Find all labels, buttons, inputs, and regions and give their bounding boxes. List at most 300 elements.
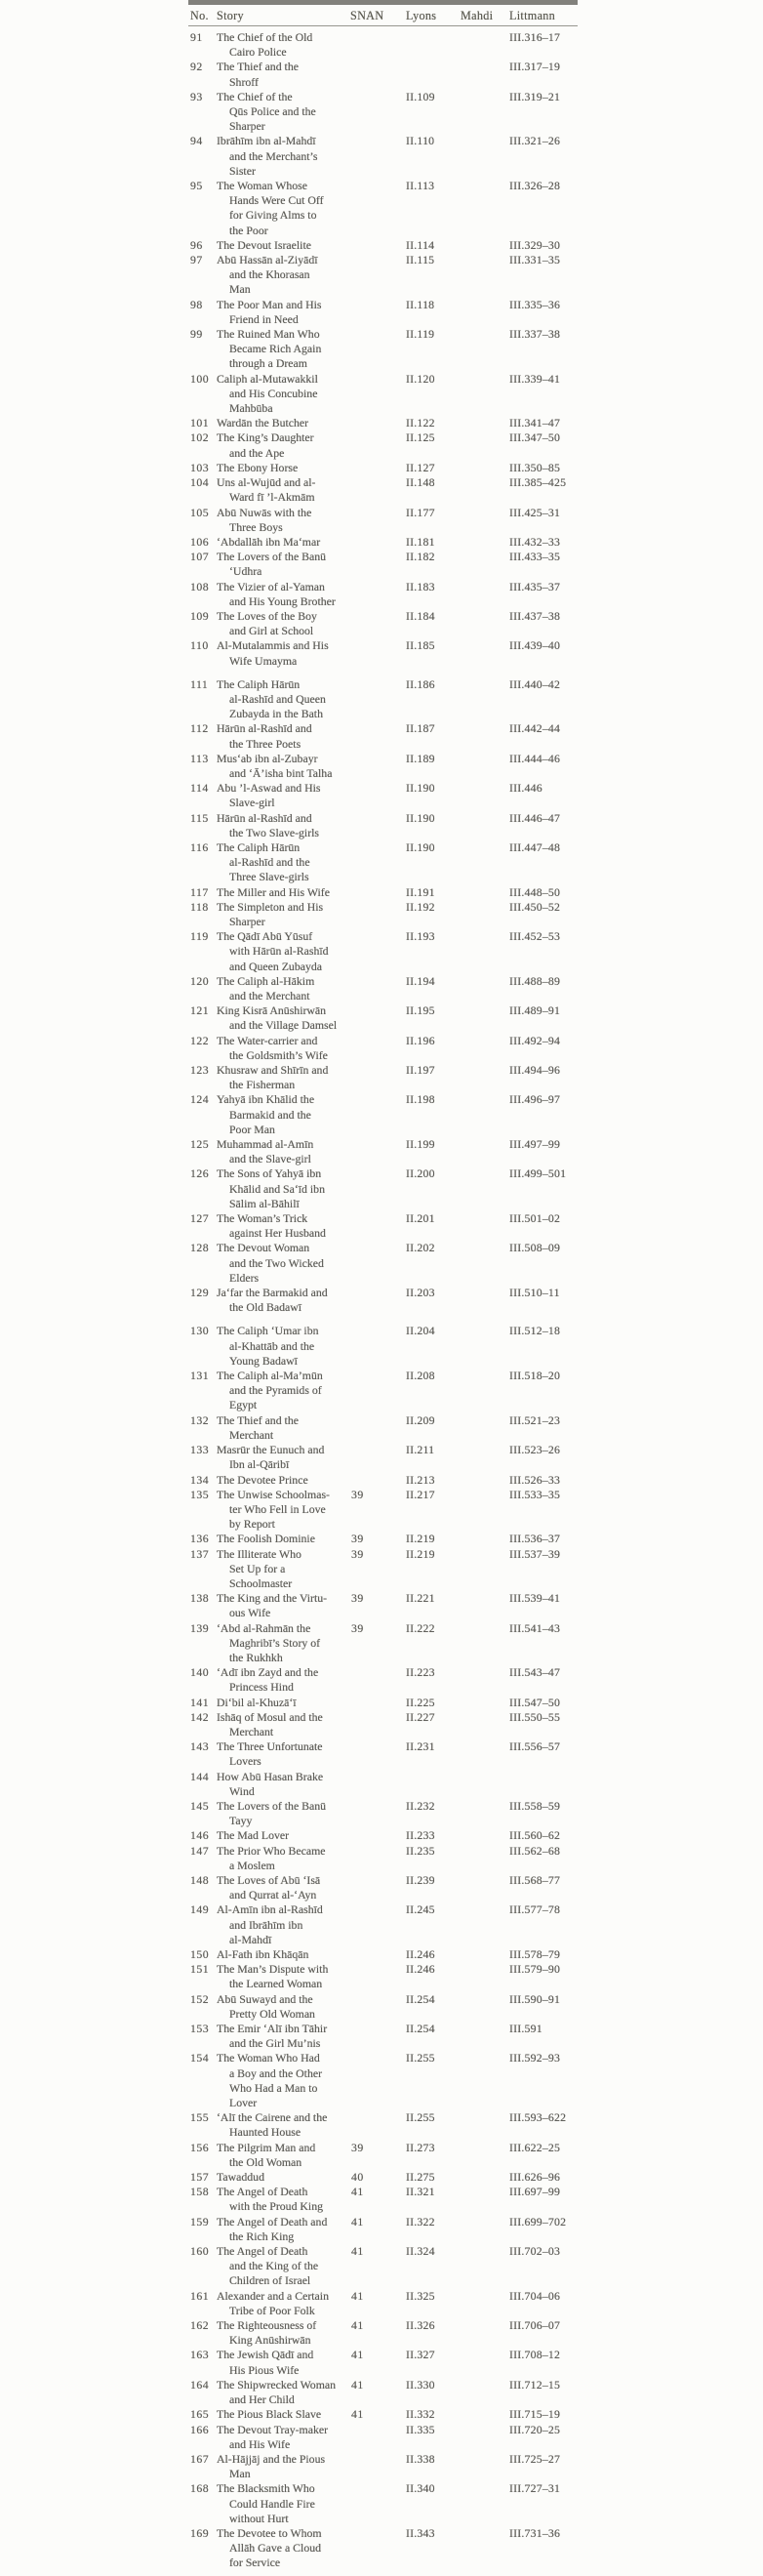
cell-story-number: 94 — [190, 134, 203, 148]
cell-lyons-ref — [406, 60, 461, 89]
table-row — [188, 609, 578, 638]
cell-story-title: ‘Adī ibn Zayd and the Princess Hind — [217, 1665, 319, 1695]
cell-story-title: Al-Mutalammis and His Wife Umayma — [217, 638, 329, 668]
cell-snan-ref — [350, 535, 406, 550]
cell-mahdi-ref — [461, 1003, 509, 1033]
cell-story-number: 97 — [190, 253, 203, 267]
table-row — [188, 2378, 578, 2407]
cell-story-number: 168 — [190, 2481, 210, 2496]
cell-story-title: Al-Fath ibn Khāqān — [217, 1947, 309, 1961]
cell-lyons-ref: II.181 — [406, 534, 435, 549]
cell-snan-ref: 39 — [351, 1487, 364, 1501]
cell-littmann-ref: III.523–26 — [509, 1443, 561, 1457]
cell-littmann-ref: III.541–43 — [509, 1620, 561, 1635]
cell-snan-ref — [350, 781, 406, 810]
cell-littmann-ref: III.494–96 — [509, 1063, 561, 1078]
cell-littmann-ref: III.444–46 — [509, 751, 561, 765]
cell-story-number: 119 — [190, 929, 209, 944]
cell-story-number: 127 — [190, 1211, 210, 1226]
table-row — [188, 179, 578, 238]
cell-littmann-ref: III.731–36 — [509, 2525, 561, 2540]
cell-littmann-ref: III.591 — [509, 2022, 542, 2036]
cell-story-number: 100 — [190, 371, 210, 386]
cell-littmann-ref: III.708–12 — [509, 2348, 561, 2362]
cell-lyons-ref — [406, 1770, 461, 1799]
cell-story-title: King Kisrā Anūshirwān and the Village Damsel — [217, 1003, 338, 1033]
table-row — [188, 974, 578, 1003]
table-row — [188, 1003, 578, 1033]
cell-snan-ref — [350, 1211, 406, 1241]
cell-story-number: 115 — [190, 810, 209, 825]
cell-mahdi-ref — [461, 1962, 509, 1991]
cell-story-number: 91 — [190, 30, 203, 44]
cell-mahdi-ref — [461, 1992, 509, 2022]
cell-lyons-ref: II.118 — [406, 297, 435, 311]
cell-mahdi-ref — [461, 2348, 509, 2377]
cell-story-number: 156 — [190, 2140, 210, 2154]
cell-lyons-ref — [406, 30, 461, 60]
cell-lyons-ref: II.195 — [406, 1003, 435, 1018]
cell-snan-ref — [350, 2423, 406, 2452]
table-row — [188, 1211, 578, 1241]
cell-story-title: The Loves of Abū ‘Isā and Qurrat al-‘Ayn — [217, 1872, 321, 1902]
cell-mahdi-ref — [461, 2141, 509, 2170]
cell-lyons-ref: II.219 — [406, 1532, 435, 1546]
table-row — [188, 134, 578, 179]
cell-snan-ref — [350, 811, 406, 840]
table-row — [188, 1873, 578, 1902]
cell-mahdi-ref — [461, 298, 509, 327]
cell-snan-ref — [350, 1739, 406, 1769]
table-row — [188, 2423, 578, 2452]
cell-lyons-ref: II.197 — [406, 1063, 435, 1078]
table-row — [188, 475, 578, 505]
cell-snan-ref — [350, 327, 406, 372]
cell-snan-ref — [350, 1286, 406, 1315]
cell-lyons-ref: II.192 — [406, 899, 435, 914]
cell-mahdi-ref — [461, 2407, 509, 2422]
cell-mahdi-ref — [461, 2452, 509, 2481]
cell-snan-ref — [350, 1166, 406, 1211]
cell-story-title: Muhammad al-Amīn and the Slave-girl — [217, 1137, 314, 1166]
cell-littmann-ref: III.521–23 — [509, 1412, 561, 1427]
cell-mahdi-ref — [461, 1063, 509, 1092]
cell-story-title: The Ruined Man Who Became Rich Again through a Dream — [217, 327, 322, 371]
table-row — [188, 1241, 578, 1286]
cell-story-number: 158 — [190, 2185, 210, 2199]
cell-story-title: The Three Unfortunate Lovers — [217, 1739, 323, 1769]
cell-littmann-ref: III.543–47 — [509, 1665, 561, 1680]
table-row — [188, 929, 578, 974]
cell-littmann-ref: III.568–77 — [509, 1872, 561, 1887]
col-header-story: Story — [217, 9, 244, 22]
cell-mahdi-ref — [461, 1947, 509, 1962]
cell-story-number: 101 — [190, 416, 210, 430]
cell-mahdi-ref — [461, 475, 509, 505]
cell-story-number: 111 — [190, 676, 209, 691]
cell-story-number: 148 — [190, 1872, 210, 1887]
cell-story-number: 120 — [190, 973, 210, 988]
cell-lyons-ref: II.222 — [406, 1620, 435, 1635]
cell-littmann-ref: III.508–09 — [509, 1241, 561, 1255]
table-row — [188, 1286, 578, 1315]
cell-story-number: 106 — [190, 534, 210, 549]
cell-littmann-ref: III.446 — [509, 781, 542, 796]
cell-littmann-ref: III.720–25 — [509, 2422, 561, 2436]
cell-mahdi-ref — [461, 2185, 509, 2214]
cell-lyons-ref: II.327 — [406, 2348, 435, 2362]
cell-mahdi-ref — [461, 60, 509, 89]
cell-littmann-ref: III.547–50 — [509, 1695, 561, 1709]
cell-story-number: 169 — [190, 2525, 210, 2540]
cell-story-number: 93 — [190, 89, 203, 103]
table-row — [188, 677, 578, 722]
cell-story-number: 96 — [190, 237, 203, 252]
cell-snan-ref — [350, 372, 406, 417]
cell-lyons-ref: II.239 — [406, 1872, 435, 1887]
cell-mahdi-ref — [461, 1799, 509, 1828]
table-row — [188, 1591, 578, 1620]
cell-story-title: Abū Hassān al-Ziyādī and the Khorasan Man — [217, 253, 318, 297]
cell-mahdi-ref — [461, 1591, 509, 1620]
cell-story-title: ‘Abdallāh ibn Ma‘mar — [217, 534, 321, 549]
table-row — [188, 781, 578, 810]
cell-snan-ref — [350, 840, 406, 885]
cell-story-number: 163 — [190, 2348, 210, 2362]
cell-story-number: 151 — [190, 1962, 210, 1977]
cell-snan-ref — [350, 900, 406, 929]
cell-story-number: 123 — [190, 1063, 210, 1078]
cell-mahdi-ref — [461, 1286, 509, 1315]
cell-story-title: ‘Abd al-Rahmān the Maghribī’s Story of the Rukhkh — [217, 1620, 321, 1664]
cell-lyons-ref: II.191 — [406, 884, 435, 899]
cell-mahdi-ref — [461, 2289, 509, 2318]
table-row — [188, 721, 578, 751]
cell-lyons-ref: II.211 — [406, 1443, 435, 1457]
table-row — [188, 1710, 578, 1739]
cell-story-number: 167 — [190, 2451, 210, 2466]
table-row — [188, 2348, 578, 2377]
cell-story-number: 92 — [190, 60, 203, 74]
cell-snan-ref — [350, 2526, 406, 2571]
cell-story-number: 128 — [190, 1241, 210, 1255]
cell-lyons-ref: II.203 — [406, 1286, 435, 1300]
cell-snan-ref — [350, 298, 406, 327]
col-header-littmann: Littmann — [509, 9, 556, 22]
cell-story-title: Tawaddud — [217, 2170, 264, 2185]
cell-lyons-ref: II.110 — [406, 134, 435, 148]
cell-mahdi-ref — [461, 2051, 509, 2110]
cell-lyons-ref: II.255 — [406, 2051, 435, 2065]
cell-lyons-ref: II.231 — [406, 1739, 435, 1754]
cell-littmann-ref: III.433–35 — [509, 550, 561, 564]
cell-mahdi-ref — [461, 1324, 509, 1369]
cell-lyons-ref: II.273 — [406, 2140, 435, 2154]
cell-mahdi-ref — [461, 416, 509, 430]
cell-snan-ref — [350, 2022, 406, 2051]
cell-littmann-ref: III.510–11 — [509, 1286, 560, 1300]
cell-snan-ref: 41 — [351, 2407, 364, 2422]
cell-story-title: Mus‘ab ibn al-Zubayr and ‘Ā’isha bint Talha — [217, 751, 333, 780]
cell-story-title: The Qādī Abū Yūsuf with Hārūn al-Rashīd and Queen Zubayda — [217, 929, 329, 973]
cell-story-title: The Devout Woman and the Two Wicked Elders — [217, 1241, 324, 1285]
table-row — [188, 1369, 578, 1413]
cell-littmann-ref: III.556–57 — [509, 1739, 561, 1754]
cell-story-title: Al-Hājjāj and the Pious Man — [217, 2451, 326, 2481]
table-row — [188, 811, 578, 840]
cell-story-title: The Ebony Horse — [217, 460, 299, 474]
cell-snan-ref — [350, 1063, 406, 1092]
cell-snan-ref — [350, 609, 406, 638]
table-row — [188, 550, 578, 579]
cell-snan-ref — [350, 430, 406, 460]
cell-story-number: 135 — [190, 1487, 210, 1501]
cell-snan-ref — [350, 1962, 406, 1991]
table-row — [188, 90, 578, 135]
cell-lyons-ref: II.338 — [406, 2451, 435, 2466]
cell-lyons-ref: II.254 — [406, 1991, 435, 2006]
cell-story-number: 105 — [190, 505, 210, 519]
cell-lyons-ref: II.177 — [406, 505, 435, 519]
cell-story-number: 137 — [190, 1546, 210, 1561]
cell-lyons-ref: II.190 — [406, 781, 435, 796]
cell-mahdi-ref — [461, 900, 509, 929]
table-row — [188, 2407, 578, 2422]
cell-mahdi-ref — [461, 721, 509, 751]
table-row — [188, 2051, 578, 2110]
cell-story-title: The Caliph Hārūn al-Rashīd and Queen Zubayda in the Bath — [217, 676, 326, 721]
cell-littmann-ref: III.321–26 — [509, 134, 561, 148]
cell-story-number: 95 — [190, 179, 203, 193]
cell-story-number: 117 — [190, 884, 209, 899]
cell-story-number: 154 — [190, 2051, 210, 2065]
cell-lyons-ref: II.193 — [406, 929, 435, 944]
cell-story-title: The Woman Who Had a Boy and the Other Who Had a Man to Lover — [217, 2051, 323, 2110]
cell-littmann-ref: III.448–50 — [509, 884, 561, 899]
cell-snan-ref — [350, 1003, 406, 1033]
cell-lyons-ref: II.182 — [406, 550, 435, 564]
cell-story-number: 142 — [190, 1709, 210, 1724]
cell-mahdi-ref — [461, 677, 509, 722]
cell-littmann-ref: III.699–702 — [509, 2214, 567, 2228]
cell-story-title: Ibrāhīm ibn al-Mahdī and the Merchant’s Sister — [217, 134, 318, 178]
table-row — [188, 2110, 578, 2140]
cell-littmann-ref: III.577–78 — [509, 1902, 561, 1917]
cell-mahdi-ref — [461, 1034, 509, 1063]
table-row — [188, 1034, 578, 1063]
cell-story-number: 132 — [190, 1412, 210, 1427]
table-row — [188, 1621, 578, 1666]
cell-lyons-ref: II.335 — [406, 2422, 435, 2436]
cell-mahdi-ref — [461, 1739, 509, 1769]
cell-mahdi-ref — [461, 885, 509, 900]
cell-lyons-ref: II.115 — [406, 253, 435, 267]
cell-lyons-ref: II.343 — [406, 2525, 435, 2540]
cell-story-title: The Poor Man and His Friend in Need — [217, 297, 322, 326]
cell-snan-ref — [350, 677, 406, 722]
cell-littmann-ref: III.331–35 — [509, 253, 561, 267]
cell-mahdi-ref — [461, 781, 509, 810]
cell-story-title: Hārūn al-Rashīd and the Three Poets — [217, 721, 312, 751]
cell-story-number: 152 — [190, 1991, 210, 2006]
cell-littmann-ref: III.536–37 — [509, 1532, 561, 1546]
cell-mahdi-ref — [461, 2110, 509, 2140]
table-row — [188, 900, 578, 929]
cell-littmann-ref: III.335–36 — [509, 297, 561, 311]
cell-story-number: 126 — [190, 1166, 210, 1181]
cell-snan-ref — [350, 1324, 406, 1369]
cell-snan-ref — [350, 1770, 406, 1799]
cell-story-title: The Woman’s Trick against Her Husband — [217, 1211, 326, 1241]
cell-story-title: The Man’s Dispute with the Learned Woman — [217, 1962, 329, 1991]
table-row — [188, 461, 578, 475]
cell-mahdi-ref — [461, 1828, 509, 1843]
cell-snan-ref — [350, 2452, 406, 2481]
cell-story-title: Alexander and a Certain Tribe of Poor Folk — [217, 2288, 329, 2317]
cell-littmann-ref: III.488–89 — [509, 973, 561, 988]
cell-mahdi-ref — [461, 2481, 509, 2526]
cell-story-title: The Prior Who Became a Moslem — [217, 1843, 326, 1872]
cell-littmann-ref: III.526–33 — [509, 1472, 561, 1487]
cell-snan-ref — [350, 1992, 406, 2022]
cell-lyons-ref: II.325 — [406, 2288, 435, 2303]
cell-snan-ref — [350, 752, 406, 781]
cell-lyons-ref: II.190 — [406, 839, 435, 854]
cell-snan-ref — [350, 238, 406, 253]
cell-littmann-ref: III.560–62 — [509, 1828, 561, 1843]
cell-story-title: The Pilgrim Man and the Old Woman — [217, 2140, 316, 2169]
cell-story-title: The Caliph al-Hākim and the Merchant — [217, 973, 315, 1002]
table-row — [188, 2526, 578, 2571]
cell-story-title: The Angel of Death and the Rich King — [217, 2214, 328, 2243]
cell-snan-ref — [350, 1947, 406, 1962]
table-row — [188, 1770, 578, 1799]
cell-story-number: 141 — [190, 1695, 210, 1709]
cell-mahdi-ref — [461, 506, 509, 535]
cell-story-number: 112 — [190, 721, 209, 736]
cell-littmann-ref: III.590–91 — [509, 1991, 561, 2006]
cell-snan-ref — [350, 30, 406, 60]
cell-snan-ref — [350, 974, 406, 1003]
cell-mahdi-ref — [461, 134, 509, 179]
cell-story-number: 131 — [190, 1369, 210, 1383]
cell-lyons-ref: II.198 — [406, 1092, 435, 1107]
table-rows — [188, 26, 578, 2571]
table-row — [188, 1902, 578, 1947]
cell-snan-ref — [350, 638, 406, 668]
cell-mahdi-ref — [461, 2526, 509, 2571]
cell-mahdi-ref — [461, 1621, 509, 1666]
cell-mahdi-ref — [461, 550, 509, 579]
cell-lyons-ref: II.184 — [406, 608, 435, 623]
cell-littmann-ref: III.558–59 — [509, 1798, 561, 1813]
cell-lyons-ref: II.219 — [406, 1546, 435, 1561]
cell-snan-ref — [350, 1873, 406, 1902]
cell-story-title: The Thief and the Merchant — [217, 1412, 299, 1442]
col-header-no: No. — [190, 9, 209, 22]
cell-snan-ref: 41 — [351, 2318, 364, 2333]
cell-story-number: 136 — [190, 1532, 210, 1546]
cell-lyons-ref: II.213 — [406, 1472, 435, 1487]
cell-mahdi-ref — [461, 238, 509, 253]
cell-mahdi-ref — [461, 535, 509, 550]
cell-snan-ref — [350, 1799, 406, 1828]
table-row — [188, 1443, 578, 1472]
cell-snan-ref — [350, 60, 406, 89]
cell-mahdi-ref — [461, 1443, 509, 1472]
cell-story-number: 161 — [190, 2288, 210, 2303]
cell-mahdi-ref — [461, 179, 509, 238]
cell-story-title: Ja‘far the Barmakid and the Old Badawī — [217, 1286, 328, 1315]
cell-story-title: The Devout Tray-maker and His Wife — [217, 2422, 329, 2451]
cell-story-title: The Lovers of the Banū ‘Udhra — [217, 550, 327, 579]
cell-story-title: The Devotee Prince — [217, 1472, 308, 1487]
cell-littmann-ref: III.578–79 — [509, 1947, 561, 1961]
cell-littmann-ref: III.339–41 — [509, 371, 561, 386]
cell-mahdi-ref — [461, 929, 509, 974]
cell-littmann-ref: III.496–97 — [509, 1092, 561, 1107]
cell-snan-ref: 41 — [351, 2244, 364, 2259]
cell-snan-ref — [350, 1369, 406, 1413]
table-row — [188, 1828, 578, 1843]
cell-story-number: 140 — [190, 1665, 210, 1680]
cell-snan-ref: 40 — [351, 2170, 364, 2185]
cell-story-title: The Caliph Hārūn al-Rashīd and the Three Slave-girls — [217, 839, 310, 884]
cell-story-number: 159 — [190, 2214, 210, 2228]
table-row — [188, 2452, 578, 2481]
cell-story-title: The Vizier of al-Yaman and His Young Brother — [217, 579, 336, 608]
cell-story-number: 145 — [190, 1798, 210, 1813]
cell-mahdi-ref — [461, 1710, 509, 1739]
cell-mahdi-ref — [461, 1166, 509, 1211]
cell-snan-ref: 39 — [351, 1532, 364, 1546]
cell-story-number: 134 — [190, 1472, 210, 1487]
cell-littmann-ref: III.512–18 — [509, 1324, 561, 1338]
cell-littmann-ref: III.385–425 — [509, 475, 567, 490]
cell-lyons-ref: II.200 — [406, 1166, 435, 1181]
cell-story-number: 107 — [190, 550, 210, 564]
cell-snan-ref: 39 — [351, 2140, 364, 2154]
cell-snan-ref: 39 — [351, 1620, 364, 1635]
cell-lyons-ref: II.109 — [406, 89, 435, 103]
cell-littmann-ref: III.518–20 — [509, 1369, 561, 1383]
cell-story-title: Masrūr the Eunuch and Ibn al-Qāribī — [217, 1443, 325, 1472]
cell-story-title: Wardān the Butcher — [217, 416, 309, 430]
cell-snan-ref — [350, 1241, 406, 1286]
cell-story-number: 149 — [190, 1902, 210, 1917]
table-row — [188, 1137, 578, 1166]
cell-snan-ref — [350, 1092, 406, 1137]
cell-snan-ref — [350, 1902, 406, 1947]
cell-snan-ref: 41 — [351, 2348, 364, 2362]
cell-lyons-ref: II.324 — [406, 2244, 435, 2259]
table-row — [188, 30, 578, 60]
cell-story-number: 124 — [190, 1092, 210, 1107]
cell-mahdi-ref — [461, 1547, 509, 1592]
cell-littmann-ref — [509, 1770, 578, 1799]
cell-snan-ref — [350, 1413, 406, 1443]
table-row — [188, 1844, 578, 1873]
cell-snan-ref — [350, 929, 406, 974]
cell-littmann-ref: III.439–40 — [509, 638, 561, 653]
cell-story-number: 121 — [190, 1003, 210, 1018]
table-row — [188, 430, 578, 460]
cell-snan-ref — [350, 506, 406, 535]
table-row — [188, 253, 578, 298]
cell-story-title: The Loves of the Boy and Girl at School — [217, 608, 317, 638]
table-header-row — [188, 5, 578, 25]
cell-story-number: 160 — [190, 2244, 210, 2259]
